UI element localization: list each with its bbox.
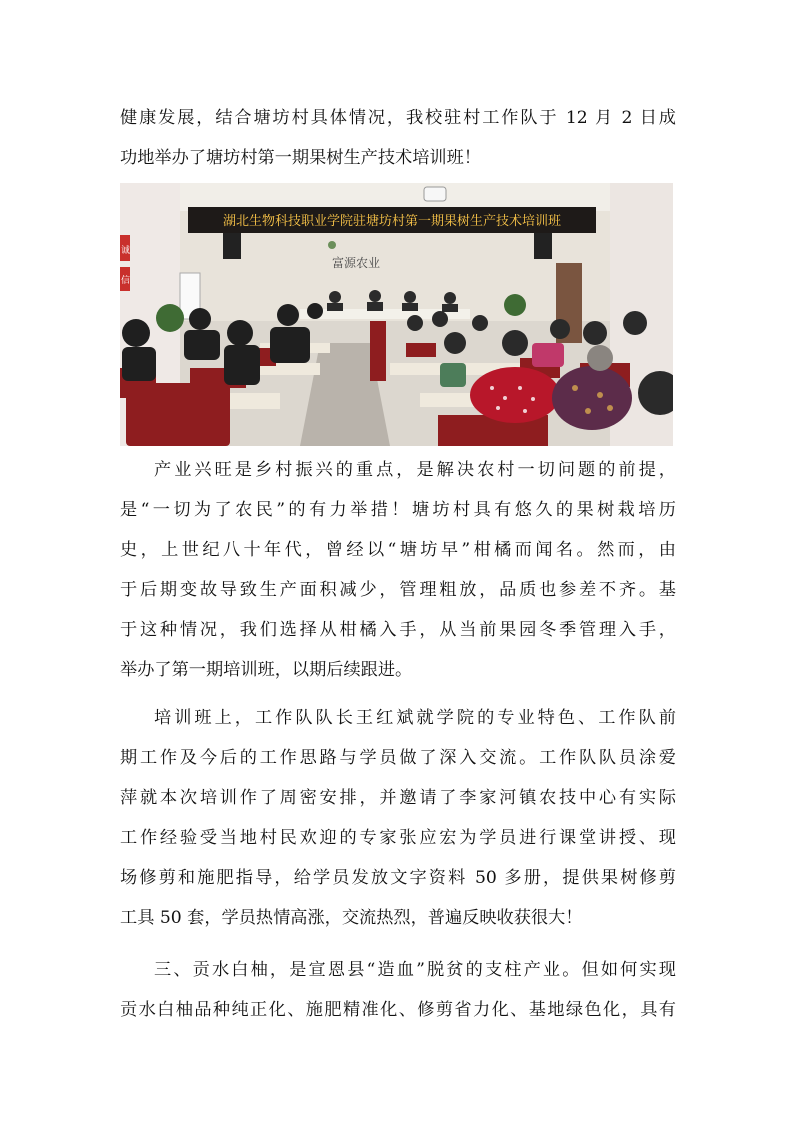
- paragraph-3-line-3: 萍就本次培训作了周密安排，并邀请了李家河镇农技中心有实际: [120, 788, 676, 808]
- paragraph-2-line-6: 举办了第一期培训班，以期后续跟进。: [120, 660, 413, 680]
- paragraph-3-line-2: 期工作及今后的工作思路与学员做了深入交流。工作队队员涂爱: [120, 748, 676, 768]
- paragraph-3-line-5: 场修剪和施肥指导，给学员发放文字资料 50 多册，提供果树修剪: [120, 868, 676, 888]
- banner-text: 湖北生物科技职业学院驻塘坊村第一期果树生产技术培训班: [222, 214, 562, 229]
- side-sign-1: 诚: [121, 246, 131, 256]
- paragraph-1-line-1: 健康发展，结合塘坊村具体情况，我校驻村工作队于 12 月 2 日成: [120, 108, 676, 128]
- paragraph-4-line-2: 贡水白柚品种纯正化、施肥精准化、修剪省力化、基地绿色化，具有: [120, 1000, 676, 1020]
- paragraph-4-line-1: 三、贡水白柚，是宣恩县“造血”脱贫的支柱产业。但如何实现: [154, 960, 676, 980]
- paragraph-1-line-2: 功地举办了塘坊村第一期果树生产技术培训班！: [120, 148, 481, 168]
- paragraph-3-line-4: 工作经验受当地村民欢迎的专家张应宏为学员进行课堂讲授、现: [120, 828, 676, 848]
- paragraph-2-line-4: 于后期变故导致生产面积减少，管理粗放，品质也参差不齐。基: [120, 580, 676, 600]
- paragraph-2-line-3: 史，上世纪八十年代，曾经以“塘坊早”柑橘而闻名。然而，由: [120, 540, 676, 560]
- paragraph-2-line-1: 产业兴旺是乡村振兴的重点，是解决农村一切问题的前提，: [154, 460, 676, 480]
- wall-logo: 富源农业: [332, 256, 381, 270]
- side-sign-2: 信: [121, 276, 131, 286]
- paragraph-3-line-1: 培训班上，工作队队长王红斌就学院的专业特色、工作队前: [154, 708, 676, 728]
- paragraph-3-line-6: 工具 50 套，学员热情高涨，交流热烈，普遍反映收获很大！: [120, 908, 583, 928]
- paragraph-2-line-5: 于这种情况，我们选择从柑橘入手，从当前果园冬季管理入手，: [120, 620, 676, 640]
- paragraph-2-line-2: 是“一切为了农民”的有力举措！塘坊村具有悠久的果树栽培历: [120, 500, 676, 520]
- training-class-photo: [120, 183, 673, 446]
